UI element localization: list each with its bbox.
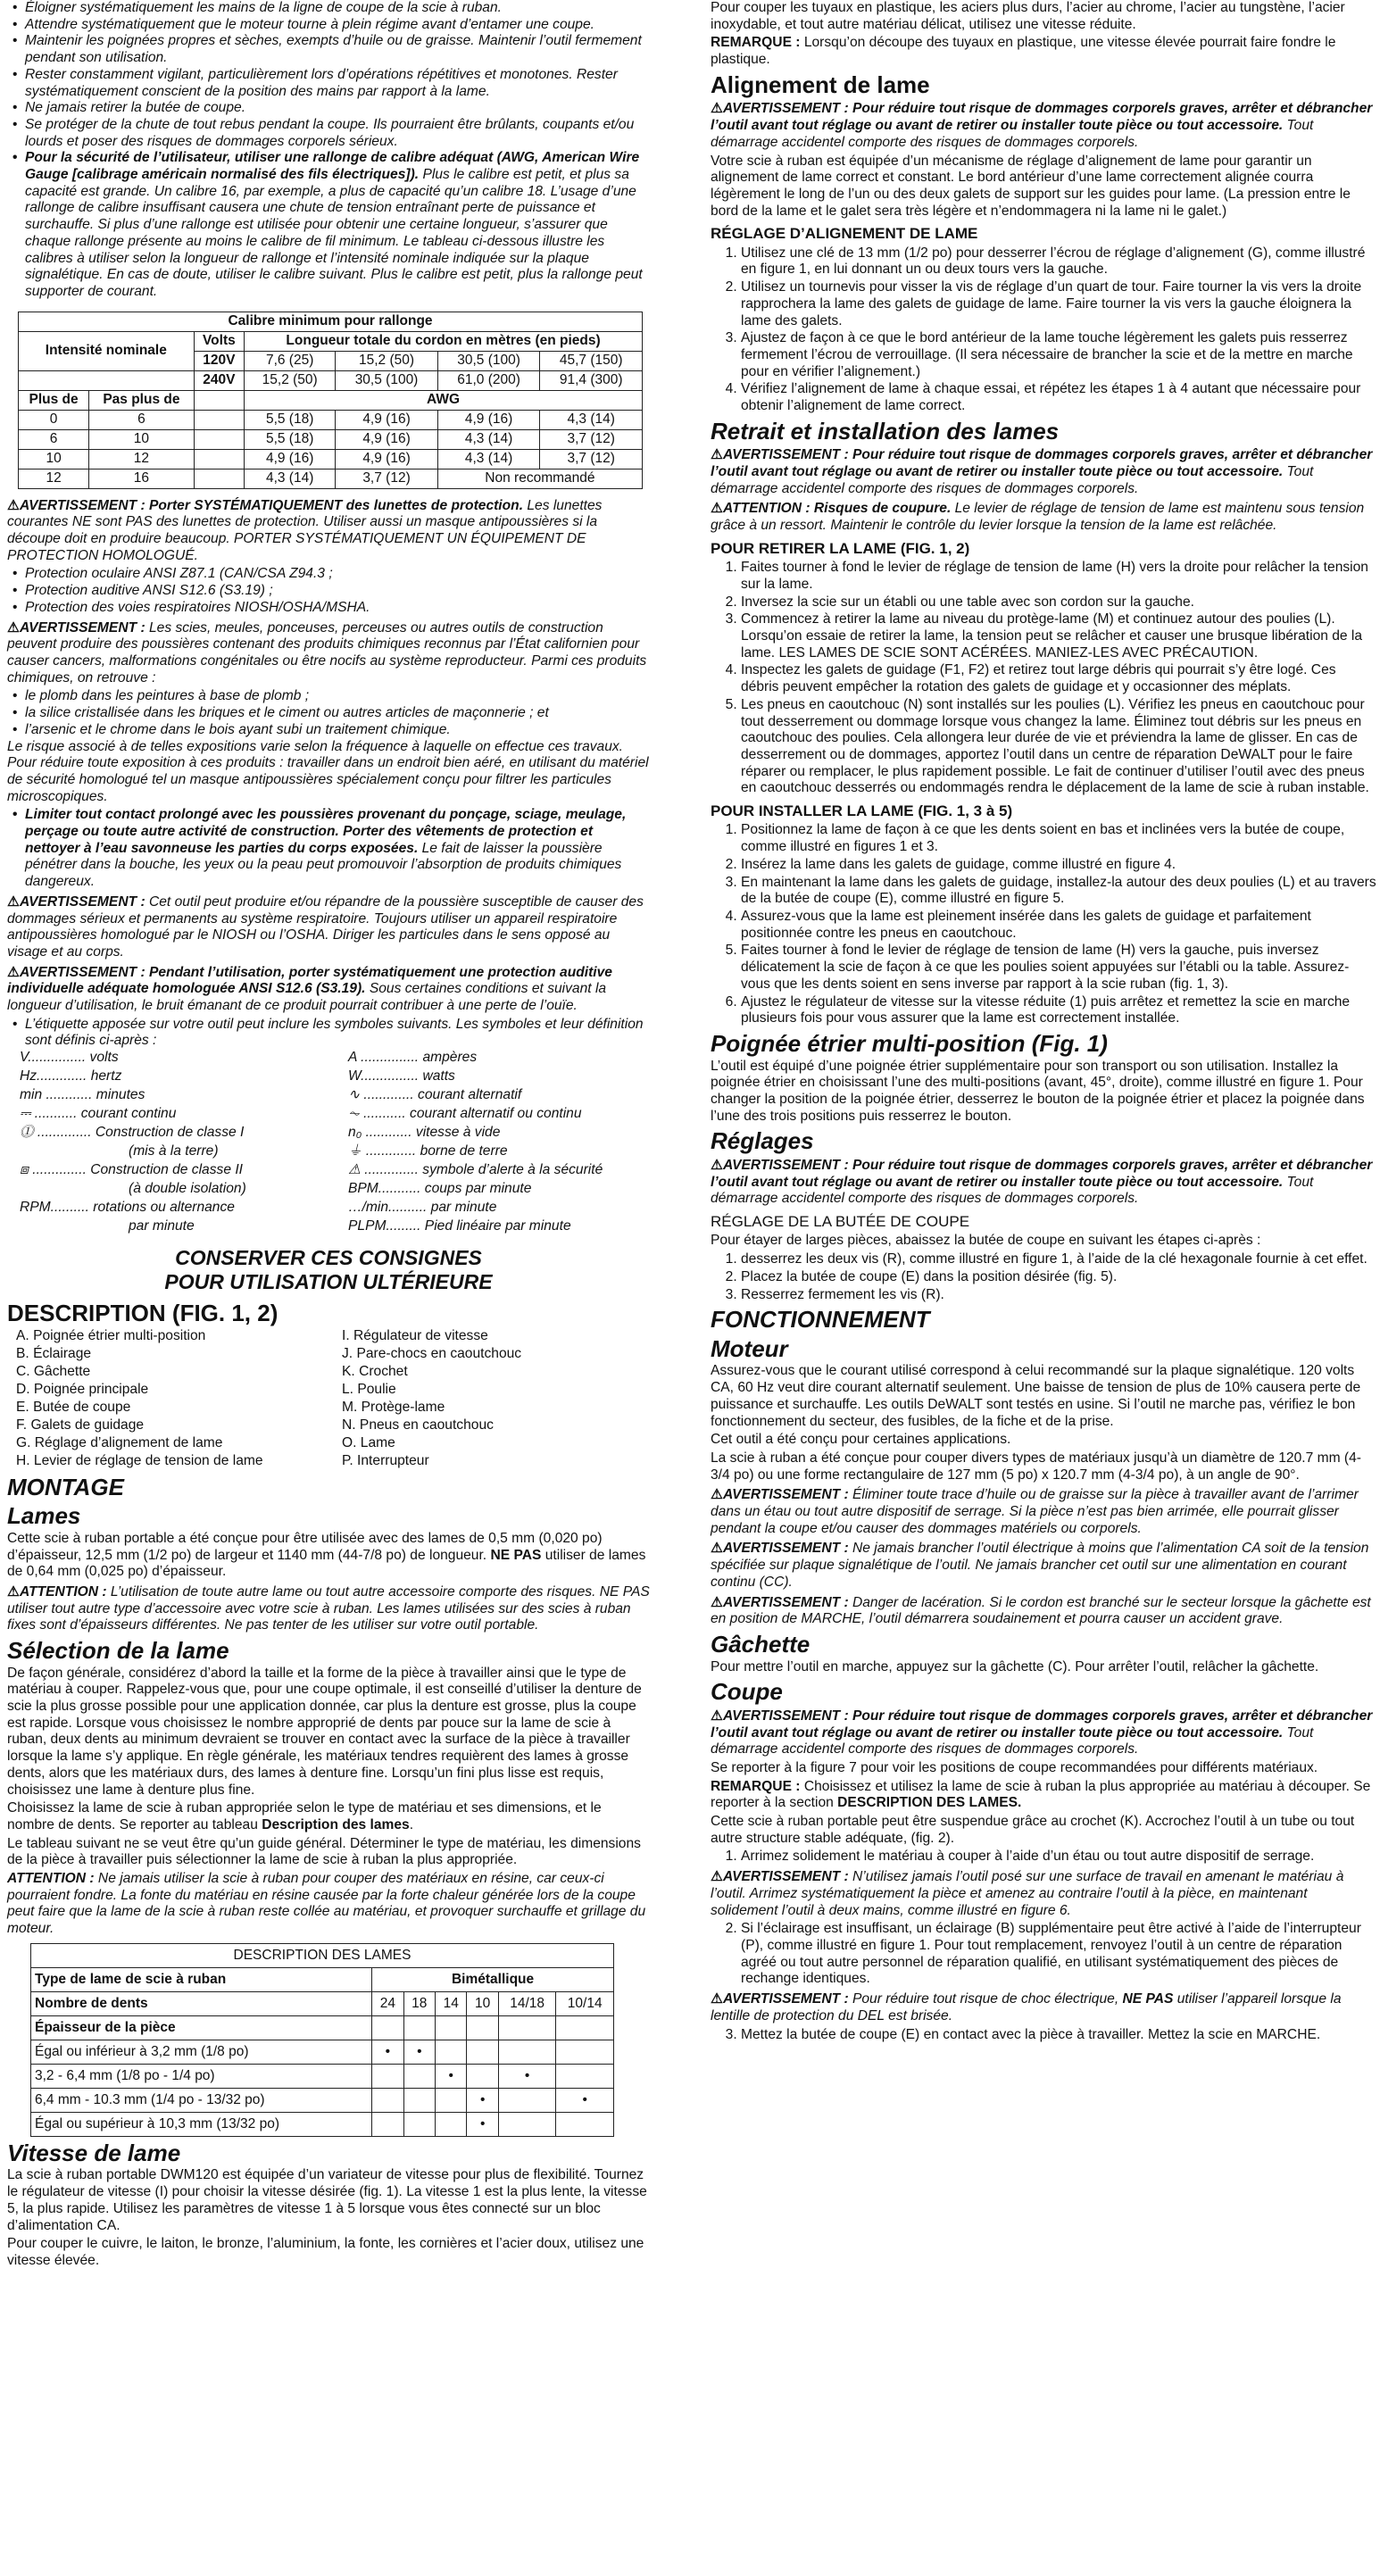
cell: 7,6 (25): [245, 351, 336, 370]
plus-de-header: Plus de: [19, 390, 89, 410]
warning-text: Pour réduire tout risque de choc électrique,: [848, 1991, 1123, 2007]
list-item: M. Protège-lame: [342, 1399, 445, 1415]
step: 4. Vérifiez l’alignement de lame à chaque essai, et répétez les étapes 1 à 4 autant que nécessaire pour obtenir l’alignement de lame correct.: [741, 381, 1376, 414]
lames-table: [30, 1943, 614, 2137]
warning-text: Tout démarrage accidentel comporte des risques de dommages corporels.: [711, 118, 1314, 150]
symbols-grid: [20, 1050, 650, 1237]
coupe-title: Coupe: [711, 1678, 783, 1706]
cell: 3,7 (12): [336, 469, 438, 488]
step: 1. Faites tourner à fond le levier de réglage de tension de lame (H) vers la droite pour relâcher la tension sur la lame.: [741, 560, 1376, 593]
symbol-entry: W............... watts: [348, 1068, 455, 1084]
bullet: • Ne jamais retirer la butée de coupe.: [25, 100, 650, 117]
step: 3. Mettez la butée de coupe (E) en contact avec la pièce à travailler. Mettez la scie en MARCHE.: [741, 2027, 1376, 2044]
cell: [436, 2088, 467, 2112]
description-list: [16, 1328, 650, 1471]
vitesse-paragraph: La scie à ruban portable DWM120 est équipée d’un variateur de vitesse pour plus de flexibilité. Tournez le régulateur de vitesse (I) pour choisir la vitesse désirée (fig. 1). La vitesse 1 est la plus lente, la vitesse 5, la plus rapide. Utilisez les paramètres de vitesse 1 à 5 lorsque vous êtes connecté sur un bloc d’alimentation CA.: [7, 2167, 647, 2233]
cell: 4,9 (16): [336, 429, 438, 449]
bullet: • Maintenir les poignées propres et sèches, exempts d’huile ou de graisse. Maintenir l’outil fermement pendant son utilisation.: [25, 33, 650, 66]
warning-huile: [711, 1487, 1376, 1537]
cell: 4,3 (14): [245, 469, 336, 488]
warning-icon: ⚠: [7, 1583, 20, 1600]
calibre-table: [18, 312, 643, 489]
cell: 30,5 (100): [336, 370, 438, 390]
warning-icon: ⚠: [711, 501, 723, 517]
moteur-paragraph-3: La scie à ruban a été conçue pour couper divers types de matériaux jusqu’à un diamètre de 120.7 mm (4-3/4 po) ou une forme rectangulaire de 127 mm (5 po) x 120.7 mm (4-3/4 po), à un angle de 90°.: [711, 1450, 1361, 1483]
butee-steps: [711, 1251, 1376, 1303]
warning-bold: AVERTISSEMENT : Pour réduire tout risque de dommages corporels graves, arrêter et débrancher l’outil avant tout réglage ou avant de retirer ou installer toute pièce ou tout accessoire.: [711, 447, 1373, 480]
chemicals-list: [7, 688, 650, 738]
step: 3. Commencez à retirer la lame au niveau du protège-lame (M) et continuez autour des poulies (L). Lorsqu’on essaie de retirer la lame, la tension peut se relâcher et causer une brusque libération de la lame. LES LAMES DE SCIE SONT ACÉRÉES. MANIEZ-LES AVEC PRÉCAUTION.: [741, 611, 1376, 661]
cell: •: [467, 2088, 498, 2112]
selection-paragraph-2: Choisissez la lame de scie à ruban appropriée selon le type de matériau et ses dimensions, et le nombre de dents. Se reporter au tableau Description des lames.: [7, 1800, 602, 1832]
warning-laceration: [711, 1595, 1376, 1628]
cell: 16: [89, 469, 194, 488]
teeth-header: 14: [436, 1991, 467, 2015]
selection-paragraph-3: Le tableau suivant ne se veut être qu’un guide général. Déterminer le type de matériau, les dimensions de la pièce à travailler puis sélectionner la lame de scie à ruban la plus appropriée.: [7, 1835, 641, 1868]
list-item: • Protection oculaire ANSI Z87.1 (CAN/CSA Z94.3 ;: [25, 566, 650, 583]
remarque-text: Choisissez et utilisez la lame de scie à ruban la plus appropriée au matériau à découper. Se reporter à la section: [711, 1778, 1371, 1811]
warning-text: Les lunettes courantes NE sont PAS des lunettes de protection. Utiliser aussi un masque antipoussières si la découpe doit en produire beaucoup. PORTER SYSTÉMATIQUEMENT UN ÉQUIPEMENT DE PROTECTION HOMOLOGUÉ.: [7, 497, 603, 563]
symbol-entry: n₀ ............ vitesse à vide: [348, 1125, 501, 1141]
cell: 3,2 - 6,4 mm (1/8 po - 1/4 po): [31, 2064, 372, 2088]
warning-text-2: utiliser l’appareil lorsque la lentille de protection du DEL est brisée.: [711, 1991, 1342, 2023]
warning-icon: ⚠: [7, 893, 20, 910]
volts-header: Volts: [194, 331, 244, 351]
cell: 4,9 (16): [437, 410, 540, 429]
warning-icon: ⚠: [711, 1487, 723, 1503]
warning-text: Les scies, meules, ponceuses, perceuses ou autres outils de construction peuvent produire des poussières contenant des produits chimiques reconnus par l’État californien pour causer cancers, malformations congénitales ou être nocifs au système reproducteur. Parmi ces produits chimiques, on retrouve :: [7, 619, 647, 686]
cell: 6: [89, 410, 194, 429]
pas-plus-de-header: Pas plus de: [89, 390, 194, 410]
type-header: Type de lame de scie à ruban: [31, 1967, 372, 1991]
gachette-paragraph: Pour mettre l’outil en marche, appuyez sur la gâchette (C). Pour arrêter l’outil, relâcher la gâchette.: [711, 1658, 1319, 1674]
remarque-text: Lorsqu’on découpe des tuyaux en plastique, une vitesse élevée pourrait faire fondre le plastique.: [711, 35, 1336, 68]
warning-icon: ⚠: [711, 1708, 723, 1724]
warning-text: Ne jamais utiliser la scie à ruban pour couper des matériaux en résine, car ceux-ci pourraient fondre. La fonte du matériau en résine causée par la forte chaleur générée lors de la coupe peut faire que la lame de la scie à ruban reste collée au matériau, et provoquer surchauffe et grillage du moteur.: [7, 1871, 646, 1937]
warning-alignement: [711, 101, 1376, 151]
table-row: [31, 2064, 614, 2088]
lames-paragraph: [7, 1531, 650, 1581]
table-row: [19, 429, 643, 449]
teeth-header: 10/14: [556, 1991, 614, 2015]
cell: [498, 2088, 556, 2112]
cell: 5,5 (18): [245, 410, 336, 429]
cell: Égal ou inférieur à 3,2 mm (1/8 po): [31, 2040, 372, 2064]
cell: 4,3 (14): [437, 449, 540, 469]
installer-steps: [711, 822, 1376, 1026]
warning-bold: AVERTISSEMENT :: [722, 1541, 849, 1557]
step: 1. Arrimez solidement le matériau à couper à l’aide d’un étau ou tout autre dispositif de serrage.: [741, 1849, 1376, 1866]
list-item: J. Pare-chocs en caoutchouc: [342, 1345, 522, 1361]
reglages-title: Réglages: [711, 1127, 814, 1155]
warning-text: N’utilisez jamais l’outil posé sur une surface de travail en amenant le matériau à l’outil. Arrimez systématiquement la pièce et amenez au contraire l’outil à la pièce, en maintenant solidement l’outil à deux mains, comme illustré en figure 6.: [711, 1869, 1344, 1918]
symbol-entry: …/min.......... par minute: [348, 1200, 497, 1216]
step: 4. Inspectez les galets de guidage (F1, F2) et retirez tout large débris qui pourrait s’y être logé. Ces débris peuvent empêcher la rotation des galets de guidage et y occasionner des méplats.: [741, 662, 1376, 695]
warning-dust: [7, 894, 650, 961]
cell: 10: [19, 449, 89, 469]
cell: [467, 2064, 498, 2088]
cell: [436, 2112, 467, 2136]
v120: 120V: [194, 351, 244, 370]
cell: Égal ou supérieur à 10,3 mm (13/32 po): [31, 2112, 372, 2136]
warning-icon: ⚠: [711, 1991, 723, 2007]
cell: 4,3 (14): [540, 410, 643, 429]
selection-title: Sélection de la lame: [7, 1637, 229, 1665]
table-row: [31, 2088, 614, 2112]
safety-bullets: [7, 0, 650, 301]
warning-bold: ATTENTION : Risques de coupure.: [722, 501, 952, 517]
cell: 4,3 (14): [437, 429, 540, 449]
cell: •: [403, 2040, 435, 2064]
coupe-steps-2: [711, 1921, 1376, 1988]
moteur-paragraph: Assurez-vous que le courant utilisé correspond à celui recommandé sur la plaque signalétique. 120 volts CA, 60 Hz veut dire courant alternatif seulement. Une baisse de tension de plus de 10% causera perte de puissance et surchauffe. Les outils DeWALT sont testés en usine. Si l’outil ne marche pas, vérifiez le bon fonctionnement du secteur, des fusibles, de la fiche et de la prise.: [711, 1363, 1361, 1429]
step: 5. Faites tourner à fond le levier de réglage de tension de lame (H) vers la gauche, puis inversez délicatement la scie de façon à ce que les poulies soient appuyées sur l’établi ou la table. Assurez-vous que les dents soient en sens inverse par rapport à la scie ruban (fig. 1, 3).: [741, 943, 1376, 993]
list-item: D. Poignée principale: [16, 1381, 149, 1397]
awg-header: AWG: [245, 390, 643, 410]
remarque-bold: REMARQUE :: [711, 35, 801, 51]
step: 2. Si l’éclairage est insuffisant, un éclairage (B) supplémentaire peut être activé à l’aide de l’interrupteur (P), comme illustré en figure 1. Pour tout remplacement, renvoyez l’outil à un centre de réparation agréé ou tout autre personnel de réparation qualifié, en utilisant systématiquement des pièces de rechange identiques.: [741, 1921, 1376, 1988]
cell: [436, 2040, 467, 2064]
cell: 4,9 (16): [336, 410, 438, 429]
warning-bold: AVERTISSEMENT :: [722, 1869, 849, 1885]
bullet: • Rester constamment vigilant, particulièrement lors d’opérations répétitives et monotones. Rester systématiquement conscient de la position des mains par rapport à la lame.: [25, 67, 650, 100]
symbol-entry: V............... volts: [20, 1050, 119, 1066]
keep-instructions-title: [7, 1246, 650, 1293]
warning-text: Danger de lacération. Si le cordon est branché sur le secteur lorsque la gâchette est en position de MARCHE, l’outil démarrera soudainement et pourra causer un accident grave.: [711, 1594, 1371, 1627]
warning-icon: ⚠: [7, 497, 20, 513]
list-item: H. Levier de réglage de tension de lame: [16, 1452, 263, 1468]
step: 5. Les pneus en caoutchouc (N) sont installés sur les poulies (L). Vérifiez les pneus en caoutchouc pour tout desserrement ou dommage lorsque vous changez la lame. Éliminez tout débris sur les pneus en caoutchouc des poulies. Cela allongera leur durée de vie et préviendra la lame de glisser. En cas de desserrement ou de dommages, apportez l’outil dans un centre de réparation DeWALT pour le faire réparer ou remplacer, le plus rapidement possible. Le fait de continuer d’utiliser l’outil avec des pneus en caoutchouc desserrés ou endommagés rendra le déplacement de la lame de scie à ruban instable.: [741, 697, 1376, 797]
retirer-steps: [711, 560, 1376, 797]
text: utiliser de lames de 0,64 mm (0,025 po) d’épaisseur.: [7, 1547, 646, 1580]
attention-coupure: [711, 501, 1376, 534]
warning-text: L’utilisation de toute autre lame ou tout autre accessoire comporte des risques. NE PAS utiliser tout autre type d’accessoire avec votre scie à ruban. Les lames utilisées sur des scies à ruban fixes sont d’épaisseurs différentes. Ne pas tenter de les utiliser sur votre outil portable.: [7, 1583, 650, 1633]
list-item: A. Poignée étrier multi-position: [16, 1327, 206, 1343]
warning-retrait: [711, 447, 1376, 497]
cell: 3,7 (12): [540, 429, 643, 449]
teeth-header: 10: [467, 1991, 498, 2015]
warning-text: Sous certaines conditions et suivant la longueur d’utilisation, le bruit émanant de ce produit pourrait contribuer à une perte de l’ouïe.: [7, 981, 607, 1014]
teeth-header: 14/18: [498, 1991, 556, 2015]
warning-bold: AVERTISSEMENT : Pour réduire tout risque de dommages corporels graves, arrêter et débrancher l’outil avant tout réglage ou avant de retirer ou installer toute pièce ou tout accessoire.: [711, 1157, 1373, 1190]
warning-alimentation: [711, 1541, 1376, 1591]
cell: 15,2 (50): [245, 370, 336, 390]
warning-glasses: [7, 498, 650, 565]
calibre-title: Calibre minimum pour rallonge: [19, 312, 643, 331]
cell: [403, 2088, 435, 2112]
cell: [467, 2040, 498, 2064]
symbol-entry: BPM........... coups par minute: [348, 1181, 532, 1197]
cell: 10: [89, 429, 194, 449]
symbol-entry: PLPM......... Pied linéaire par minute: [348, 1218, 571, 1234]
vitesse-paragraph-2: Pour couper le cuivre, le laiton, le bronze, l’aluminium, la fonte, les cornières et l’acier doux, utilisez une vitesse élevée.: [7, 2236, 644, 2268]
step: 3. Ajustez de façon à ce que le bord antérieur de la lame touche légèrement les galets puis resserrez fermement l’écrou de verrouillage. (Il sera nécessaire de brancher la scie et de la mettre en marche pour en vérifier l’alignement.): [741, 330, 1376, 380]
moteur-title: Moteur: [711, 1334, 788, 1362]
warning-bold: AVERTISSEMENT : Porter SYSTÉMATIQUEMENT des lunettes de protection.: [19, 497, 524, 513]
cell: 4,9 (16): [245, 449, 336, 469]
warning-bold: AVERTISSEMENT :: [19, 619, 145, 636]
symbol-entry: ⧈ .............. Construction de classe II: [20, 1162, 243, 1178]
keep-line-1: CONSERVER CES CONSIGNES: [175, 1246, 482, 1270]
symbol-entry: RPM.......... rotations ou alternance: [20, 1200, 235, 1216]
warning-bold: AVERTISSEMENT : Pendant l’utilisation, porter systématiquement une protection auditive individuelle adéquate homologuée ANSI S12.6 (S3.19).: [7, 964, 612, 997]
table-row: [31, 2040, 614, 2064]
teeth-header: 18: [403, 1991, 435, 2015]
list-item: • l’arsenic et le chrome dans le bois ayant subi un traitement chimique.: [25, 722, 650, 739]
step: 4. Assurez-vous que la lame est pleinement insérée dans les galets de guidage et parfaitement positionnée contre les pneus en caoutchouc.: [741, 909, 1376, 942]
warning-bold: AVERTISSEMENT :: [722, 1991, 849, 2007]
cell: •: [436, 2064, 467, 2088]
warning-icon: ⚠: [7, 964, 20, 980]
attention-resine: [7, 1871, 650, 1938]
step: 1. Positionnez la lame de façon à ce que les dents soient en bas et inclinées vers la butée de coupe, comme illustré en figures 1 et 3.: [741, 822, 1376, 855]
symbol-entry: ⏦ ........... courant alternatif ou continu: [348, 1106, 582, 1122]
warning-text: Tout démarrage accidentel comporte des risques de dommages corporels.: [711, 1174, 1314, 1207]
contact-text: Le fait de laisser la poussière pénétrer dans la bouche, les yeux ou la peau peut promouvoir l’absorption de produits chimiques dangereux.: [25, 840, 622, 890]
warning-icon: ⚠: [711, 1157, 723, 1173]
cell: •: [556, 2088, 614, 2112]
longueur-header: Longueur totale du cordon en mètres (en pieds): [245, 331, 643, 351]
step: 2. Utilisez un tournevis pour visser la vis de réglage d’un quart de tour. Faire tourner la vis vers la droite rapprochera la lame des galets de guidage de lame. Faire tourner la vis vers la gauche éloignera la lame des galets.: [741, 279, 1376, 329]
cell: 30,5 (100): [437, 351, 540, 370]
warning-bold: AVERTISSEMENT :: [722, 1487, 849, 1503]
list-item: B. Éclairage: [16, 1345, 92, 1361]
list-item: • Protection des voies respiratoires NIOSH/OSHA/MSHA.: [25, 600, 650, 617]
cell: 12: [19, 469, 89, 488]
list-item: • Protection auditive ANSI S12.6 (S3.19) ;: [25, 583, 650, 600]
cell: 91,4 (300): [540, 370, 643, 390]
bullet: • Attendre systématiquement que le moteur tourne à plein régime avant d’entamer une coupe.: [25, 17, 650, 34]
butee-title: RÉGLAGE DE LA BUTÉE DE COUPE: [711, 1213, 970, 1231]
alignement-title: Alignement de lame: [711, 71, 930, 98]
step: 3. Resserrez fermement les vis (R).: [741, 1287, 1376, 1304]
warning-reglages: [711, 1158, 1376, 1208]
symbol-entry: A ............... ampères: [348, 1050, 478, 1066]
rallonge-bullet: [25, 150, 650, 300]
step: 2. Insérez la lame dans les galets de guidage, comme illustré en figure 4.: [741, 857, 1376, 874]
cell: 15,2 (50): [336, 351, 438, 370]
keep-line-2: POUR UTILISATION ULTÉRIEURE: [164, 1269, 493, 1293]
cell: •: [498, 2064, 556, 2088]
cell: 4,9 (16): [336, 449, 438, 469]
butee-paragraph: Pour étayer de larges pièces, abaissez la butée de coupe en suivant les étapes ci-après :: [711, 1233, 1261, 1249]
teeth-header: 24: [372, 1991, 403, 2015]
risk-paragraph: Le risque associé à de telles expositions varie selon la fréquence à laquelle on effectue ces travaux. Pour réduire toute exposition à ces produits : travailler dans un endroit bien aéré, en utilisant du matériel de sécurité homologué tel un masque antipoussières spécialement conçu pour filtrer les particules microscopiques.: [7, 738, 649, 804]
epaisseur-header: Épaisseur de la pièce: [31, 2015, 372, 2040]
warning-bold: AVERTISSEMENT :: [722, 1594, 849, 1610]
warning-bold: AVERTISSEMENT : Pour réduire tout risque de dommages corporels graves, arrêter et débrancher l’outil avant tout réglage ou avant de retirer ou installer toute pièce ou tout accessoire.: [711, 1708, 1373, 1741]
symbol-entry: min ............ minutes: [20, 1087, 145, 1103]
coupe-remarque: [711, 1779, 1376, 1812]
warning-text: Ne jamais brancher l’outil électrique à moins que l’alimentation CA soit de la tension spécifiée sur plaque signalétique de l’outil. Ne jamais brancher cet outil sur une alimentation en courant continu (CC).: [711, 1541, 1369, 1590]
list-item: N. Pneus en caoutchouc: [342, 1417, 494, 1433]
symbol-entry: ⎓ ........... courant continu: [20, 1106, 177, 1122]
cell: [498, 2040, 556, 2064]
bullet: • Se protéger de la chute de tout rebus pendant la coupe. Ils pourraient être brûlants, coupants et/ou lourds et poser des risques de dommages corporels sérieux.: [25, 117, 650, 150]
alignement-paragraph: Votre scie à ruban est équipée d’un mécanisme de réglage d’alignement de lame pour garantir un alignement de lame correct et constant. Le bord antérieur d’une lame correctement alignée courra légèrement le long de l’un ou des deux galets de support sur les guides pour lame. (La pression entre le bord de la lame et le galet sera très légère et n’endommagera ni la lame ni le galet.): [711, 153, 1351, 219]
warning-surface: [711, 1869, 1376, 1919]
warning-bold: AVERTISSEMENT : Pour réduire tout risque de dommages corporels graves, arrêter et débrancher l’outil avant tout réglage ou avant de retirer ou installer toute pièce ou tout accessoire.: [711, 101, 1373, 134]
symbol-entry: ⚠ .............. symbole d’alerte à la sécurité: [348, 1162, 603, 1178]
warning-text: Éliminer toute trace d’huile ou de graisse sur la pièce à travailler avant de l’arrimer dans un étau ou tout autre dispositif de serrage. Si la pièce n’est pas bien arrimée, elle pourrait glisser pendant la coupe et/ou causer des dommages matériels ou corporels.: [711, 1487, 1359, 1536]
installer-title: POUR INSTALLER LA LAME (FIG. 1, 3 à 5): [711, 802, 1013, 820]
list-item: • la silice cristallisée dans les briques et le ciment ou autres articles de maçonnerie ; et: [25, 705, 650, 722]
warning-text: Cet outil peut produire et/ou répandre de la poussière susceptible de causer des dommages sérieux et permanents au système respiratoire. Toujours utiliser un appareil respiratoire antipoussières homologué par le NIOSH ou l’OSHA. Diriger les particules dans le sens opposé au visage et au corps.: [7, 893, 644, 960]
list-item: K. Crochet: [342, 1363, 408, 1379]
warning-text: Tout démarrage accidentel comporte des risques de dommages corporels.: [711, 464, 1314, 496]
gachette-title: Gâchette: [711, 1630, 811, 1658]
warning-bold: AVERTISSEMENT :: [19, 893, 145, 910]
symbol-entry: ⏚ ............. borne de terre: [348, 1143, 508, 1159]
cell: •: [467, 2112, 498, 2136]
selection-paragraph: De façon générale, considérez d’abord la taille et la forme de la pièce à travailler ainsi que le type de matériau à couper. Rappelez-vous que, pour une coupe optimale, il est conseillé d’utiliser la denture de scie la plus grosse possible pour une application donnée, car plus la denture est grosse, plus la coupe est rapide. Lorsque vous choisissez le nombre approprié de dents par pouce sur la lame de scie à ruban, deux dents au minimum devraient se trouver en contact avec la surface de la pièce à travailler lorsque la lame s’y applique. En règle générale, les matériaux tendres requièrent des lames à grosse dents, alors que les matériaux durs, des lames à denture fine. Lorsqu’un fini plus lisse est requis, choisissez une lame à denture plus fine.: [7, 1665, 642, 1798]
contact-bullet: [25, 807, 650, 891]
symbol-entry: (mis à la terre): [129, 1143, 219, 1159]
cell: 6,4 mm - 10.3 mm (1/4 po - 13/32 po): [31, 2088, 372, 2112]
bullet: • Éloigner systématiquement les mains de la ligne de coupe de la scie à ruban.: [25, 0, 650, 17]
cell: •: [372, 2040, 403, 2064]
cell: [556, 2040, 614, 2064]
cell: Non recommandé: [437, 469, 642, 488]
table-row: [31, 2112, 614, 2136]
list-item: G. Réglage d’alignement de lame: [16, 1434, 223, 1450]
vitesse-title: Vitesse de lame: [7, 2139, 181, 2166]
text: Cette scie à ruban portable a été conçue pour être utilisée avec des lames de 0,5 mm (0,020 po) d’épaisseur, 12,5 mm (1/2 po) de largeur et 1140 mm (44-7/8 po) de longueur.: [7, 1530, 603, 1563]
contact-bold: Limiter tout contact prolongé avec les poussières provenant du ponçage, sciage, meulage, perçage ou toute autre activité de construction. Porter des vêtements de protection et nettoyer à l’eau savonneuse les parties du corps exposées.: [25, 807, 627, 856]
warning-icon: ⚠: [7, 619, 20, 636]
coupe-paragraph-2: Cette scie à ruban portable peut être suspendue grâce au crochet (K). Accrochez l’outil à un tube ou tout autre structure stable adéquate, (fig. 2).: [711, 1814, 1355, 1846]
list-item: I. Régulateur de vitesse: [342, 1327, 488, 1343]
warning-coupe: [711, 1708, 1376, 1758]
cell: [403, 2112, 435, 2136]
text: Choisissez la lame de scie à ruban appropriée selon le type de matériau et ses dimensions, et le nombre de dents. Se reporter au tableau: [7, 1800, 602, 1832]
table-row: [19, 469, 643, 488]
warning-icon: ⚠: [711, 101, 723, 117]
intensite-header: Intensité nominale: [19, 331, 195, 370]
bimet-header: Bimétallique: [372, 1967, 614, 1991]
reglage-alignement-title: RÉGLAGE D’ALIGNEMENT DE LAME: [711, 225, 978, 243]
cell: 3,7 (12): [540, 449, 643, 469]
lames-title: Lames: [7, 1502, 81, 1530]
coupe-steps-3: [711, 2027, 1376, 2044]
warning-bold: ATTENTION :: [19, 1583, 107, 1600]
step: 1. desserrez les deux vis (R), comme illustré en figure 1, à l’aide de la clé hexagonale fournie à cet effet.: [741, 1251, 1376, 1268]
cell: [372, 2064, 403, 2088]
list-item: • L’étiquette apposée sur votre outil peut inclure les symboles suivants. Les symboles et leur définition sont définis ci-après :: [25, 1017, 650, 1050]
v240: 240V: [194, 370, 244, 390]
nombre-header: Nombre de dents: [31, 1991, 372, 2015]
warning-text: Le levier de réglage de tension de lame est maintenu sous tension grâce à un ressort. Maintenir le contrôle du levier lorsque la tension de la lame est relâchée.: [711, 501, 1365, 534]
list-item: P. Interrupteur: [342, 1452, 429, 1468]
symbol-entry: par minute: [129, 1218, 195, 1234]
cell: [403, 2064, 435, 2088]
step: 2. Placez la butée de coupe (E) dans la position désirée (fig. 5).: [741, 1269, 1376, 1286]
contact-list: [7, 807, 650, 891]
warning-icon: ⚠: [711, 1541, 723, 1557]
fonctionnement-title: FONCTIONNEMENT: [711, 1306, 930, 1334]
symbol-entry: ⓵ .............. Construction de classe I: [20, 1125, 245, 1141]
step: 3. En maintenant la lame dans les galets de guidage, installez-la autour des deux poulies (L) et au travers de la butée de coupe (E), comme illustré en figure 5.: [741, 875, 1376, 908]
cell: [556, 2112, 614, 2136]
list-item: F. Galets de guidage: [16, 1417, 145, 1433]
top-paragraph: Pour couper les tuyaux en plastique, les aciers plus durs, l’acier au chrome, l’acier au tungstène, l’acier inoxydable, et tout autre matériau délicat, utilisez une vitesse réduite.: [711, 0, 1345, 32]
cell: 61,0 (200): [437, 370, 540, 390]
remarque-bold-2: DESCRIPTION DES LAMES.: [837, 1795, 1022, 1811]
coupe-paragraph: Se reporter à la figure 7 pour voir les positions de coupe recommandées pour différents matériaux.: [711, 1759, 1318, 1775]
warning-choc: [711, 1991, 1376, 2024]
list-item: E. Butée de coupe: [16, 1399, 131, 1415]
lames-table-title: DESCRIPTION DES LAMES: [31, 1943, 614, 1967]
protection-list: [7, 566, 650, 616]
rallonge-bold: Pour la sécurité de l’utilisateur, utiliser une rallonge de calibre adéquat (AWG, American Wire Gauge [calibrage américain normalisé des fils électriques]).: [25, 150, 640, 183]
cell: 12: [89, 449, 194, 469]
list-item: L. Poulie: [342, 1381, 396, 1397]
cell: [372, 2112, 403, 2136]
warning-hearing: [7, 965, 650, 1015]
warning-chemicals: [7, 620, 650, 687]
rallonge-text: Plus le calibre est petit, et plus sa capacité est grande. Un calibre 16, par exemple, a plus de capacité qu’un calibre 18. L’usage d’une rallonge de calibre insuffisant causera une chute de tension entraînant perte de puissance et surchauffe. Si plus d’une rallonge est utilisée pour obtenir une certaine longueur, s’assurer que chaque rallonge présente au moins le calibre de fil minimum. Le tableau ci-dessous illustre les calibres à utiliser selon la longueur de rallonge et l’intensité nominale indiquée sur la plaque signalétique. En cas de doute, utiliser le calibre suivant. Plus le calibre est petit, plus la rallonge peut supporter de courant.: [25, 167, 643, 299]
attention-lames: [7, 1584, 650, 1634]
retrait-title: Retrait et installation des lames: [711, 417, 1060, 445]
cell: [556, 2064, 614, 2088]
retirer-title: POUR RETIRER LA LAME (FIG. 1, 2): [711, 539, 970, 557]
moteur-paragraph-2: Cet outil a été conçu pour certaines applications.: [711, 1432, 1011, 1448]
label-list: [7, 1017, 650, 1050]
symbol-entry: ∿ ............. courant alternatif: [348, 1087, 522, 1103]
poignee-title: Poignée étrier multi-position (Fig. 1): [711, 1029, 1108, 1057]
warning-icon: ⚠: [711, 447, 723, 463]
step: 2. Inversez la scie sur un établi ou une table avec son cordon sur la gauche.: [741, 594, 1376, 611]
table-row: [19, 410, 643, 429]
list-item: • le plomb dans les peintures à base de plomb ;: [25, 688, 650, 705]
symbol-entry: Hz............. hertz: [20, 1068, 122, 1084]
remarque-bold: REMARQUE :: [711, 1778, 801, 1794]
symbol-entry: (à double isolation): [129, 1181, 246, 1197]
list-item: C. Gâchette: [16, 1363, 91, 1379]
cell: 6: [19, 429, 89, 449]
left-column: [7, 0, 650, 2272]
right-column: [711, 0, 1376, 2044]
warning-icon: ⚠: [711, 1594, 723, 1610]
cell: [372, 2088, 403, 2112]
text-bold: Description des lames: [262, 1816, 410, 1832]
warning-text: Tout démarrage accidentel comporte des risques de dommages corporels.: [711, 1724, 1314, 1757]
text-bold: NE PAS: [490, 1547, 542, 1563]
step: 6. Ajustez le régulateur de vitesse sur la vitesse réduite (1) puis arrêtez et remettez la scie en marche plusieurs fois pour vous assurer que la lame est correctement installée.: [741, 994, 1376, 1027]
description-title: DESCRIPTION (FIG. 1, 2): [7, 1300, 278, 1327]
poignee-paragraph: L’outil est équipé d’une poignée étrier supplémentaire pour son transport ou son utilisation. Installez la poignée étrier en choisissant l’une des multi-positions (avant, 45°, droite), comme illustré en figure 1. Pour changer la position de la poignée étrier, desserrez le bouton de la poignée étrier et placez la poignée dans l’une des trois positions puis resserrez le bouton.: [711, 1058, 1365, 1124]
cell: 0: [19, 410, 89, 429]
cell: 5,5 (18): [245, 429, 336, 449]
list-item: O. Lame: [342, 1434, 395, 1450]
alignement-steps: [711, 245, 1376, 415]
warning-bold: ATTENTION :: [7, 1871, 95, 1887]
coupe-steps: [711, 1849, 1376, 1866]
warning-bold-2: NE PAS: [1122, 1991, 1174, 2007]
warning-icon: ⚠: [711, 1869, 723, 1885]
remarque: [711, 35, 1376, 68]
cell: 45,7 (150): [540, 351, 643, 370]
cell: [498, 2112, 556, 2136]
montage-title: MONTAGE: [7, 1473, 124, 1500]
step: 1. Utilisez une clé de 13 mm (1/2 po) pour desserrer l’écrou de réglage d’alignement (G), comme illustré en figure 1, en lui donnant un ou deux tours vers la gauche.: [741, 245, 1376, 278]
table-row: [19, 449, 643, 469]
